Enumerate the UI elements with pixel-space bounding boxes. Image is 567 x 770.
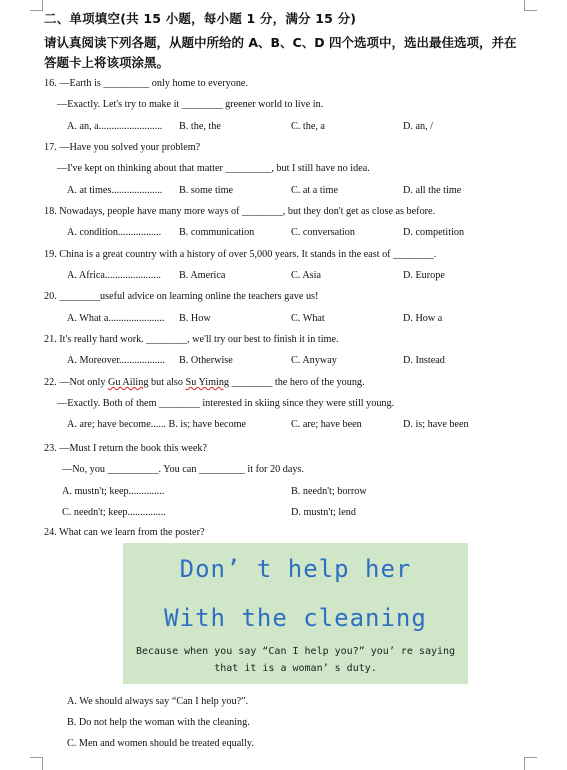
question-22-stem-part: 22. —Not only	[44, 377, 108, 388]
question-17-stem-reply: —I've kept on thinking about that matter _________, but I still have no idea.	[57, 163, 370, 174]
page-corner-mark	[524, 757, 537, 770]
question-19-option-c: C. Asia	[291, 270, 321, 281]
poster-caption-line-1: Because when you say “Can I help you?” you’ re saying	[135, 646, 456, 657]
poster-headline-line-1: Don’ t help her	[179, 555, 412, 583]
question-24-option-c: C. Men and women should be treated equally.	[67, 738, 254, 749]
question-19-option-b: B. America	[179, 270, 226, 281]
poster-caption-line-2: that it is a woman’ s duty.	[214, 663, 377, 674]
question-22-stem-reply: —Exactly. Both of them ________ interested in skiing since they were still young.	[57, 398, 395, 409]
question-22-stem-part: ________ the hero of the young.	[229, 377, 365, 388]
person-name: Gu Ailing	[107, 377, 149, 388]
question-21-option-a: A. Moreover..................	[67, 355, 165, 366]
question-16-stem: 16. —Earth is _________ only home to everyone.	[44, 78, 248, 89]
question-19-option-a: A. Africa......................	[67, 270, 161, 281]
question-18-option-c: C. conversation	[291, 227, 355, 238]
question-23-option-b: B. needn't; borrow	[291, 486, 367, 497]
section-instructions	[44, 33, 544, 73]
instruction-line-2: 答题卡上将该项涂黑。	[44, 55, 170, 70]
question-20-option-c: C. What	[291, 313, 325, 324]
question-18-option-a: A. condition.................	[67, 227, 162, 238]
question-16-option-a: A. an, a.........................	[67, 121, 163, 132]
question-16-stem-reply: —Exactly. Let's try to make it ________ greener world to live in.	[57, 99, 324, 110]
question-23-option-c: C. needn't; keep...............	[62, 507, 166, 518]
question-23-stem-reply: —No, you __________. You can _________ it for 20 days.	[62, 464, 304, 475]
question-20-option-b: B. How	[179, 313, 211, 324]
question-16-option-d: D. an, /	[403, 121, 433, 132]
question-22-option-a-b: A. are; have become...... B. is; have become	[67, 419, 247, 430]
question-21-option-c: C. Anyway	[291, 355, 337, 366]
page-corner-mark	[30, 757, 43, 770]
poster-caption	[123, 643, 468, 677]
question-22-option-c: C. are; have been	[291, 419, 362, 430]
question-19-stem: 19. China is a great country with a history of over 5,000 years. It stands in the east of ________.	[44, 249, 437, 260]
instruction-line-1: 请认真阅读下列各题，从题中所给的 A、B、C、D 四个选项中，选出最佳选项，并在	[44, 35, 517, 50]
section-heading: 二、单项填空(共 15 小题，每小题 1 分，满分 15 分)	[44, 11, 357, 26]
question-18-option-b: B. communication	[179, 227, 255, 238]
question-17-option-a: A. at times....................	[67, 185, 163, 196]
person-name: Su Yiming	[185, 377, 230, 388]
question-24-stem: 24. What can we learn from the poster?	[44, 527, 205, 538]
question-22-stem	[44, 377, 365, 388]
question-17-stem: 17. —Have you solved your problem?	[44, 142, 201, 153]
question-23-option-a: A. mustn't; keep..............	[62, 486, 165, 497]
question-18-option-d: D. competition	[403, 227, 465, 238]
question-17-option-b: B. some time	[179, 185, 234, 196]
question-22-option-d: D. is; have been	[403, 419, 469, 430]
question-17-option-d: D. all the time	[403, 185, 462, 196]
question-23-stem: 23. —Must I return the book this week?	[44, 443, 207, 454]
question-18-stem: 18. Nowadays, people have many more ways of ________, but they don't get as close as before.	[44, 206, 436, 217]
question-19-option-d: D. Europe	[403, 270, 445, 281]
question-21-option-d: D. Instead	[403, 355, 445, 366]
question-23-option-d: D. mustn't; lend	[291, 507, 356, 518]
question-20-option-d: D. How a	[403, 313, 443, 324]
question-17-option-c: C. at a time	[291, 185, 338, 196]
question-21-stem: 21. It's really hard work. ________, we'll try our best to finish it in time.	[44, 334, 339, 345]
page-corner-mark	[30, 0, 43, 11]
question-22-stem-part: but also	[148, 377, 186, 388]
question-24-option-a: A. We should always say “Can I help you?”.	[67, 696, 249, 707]
question-21-option-b: B. Otherwise	[179, 355, 233, 366]
question-20-stem: 20. ________useful advice on learning online the teachers gave us!	[44, 291, 319, 302]
poster-image	[123, 543, 468, 684]
question-16-option-c: C. the, a	[291, 121, 325, 132]
question-24-option-b: B. Do not help the woman with the cleaning.	[67, 717, 250, 728]
question-20-option-a: A. What a......................	[67, 313, 165, 324]
question-16-option-b: B. the, the	[179, 121, 221, 132]
page-corner-mark	[524, 0, 537, 11]
poster-headline-line-2: With the cleaning	[164, 604, 427, 632]
